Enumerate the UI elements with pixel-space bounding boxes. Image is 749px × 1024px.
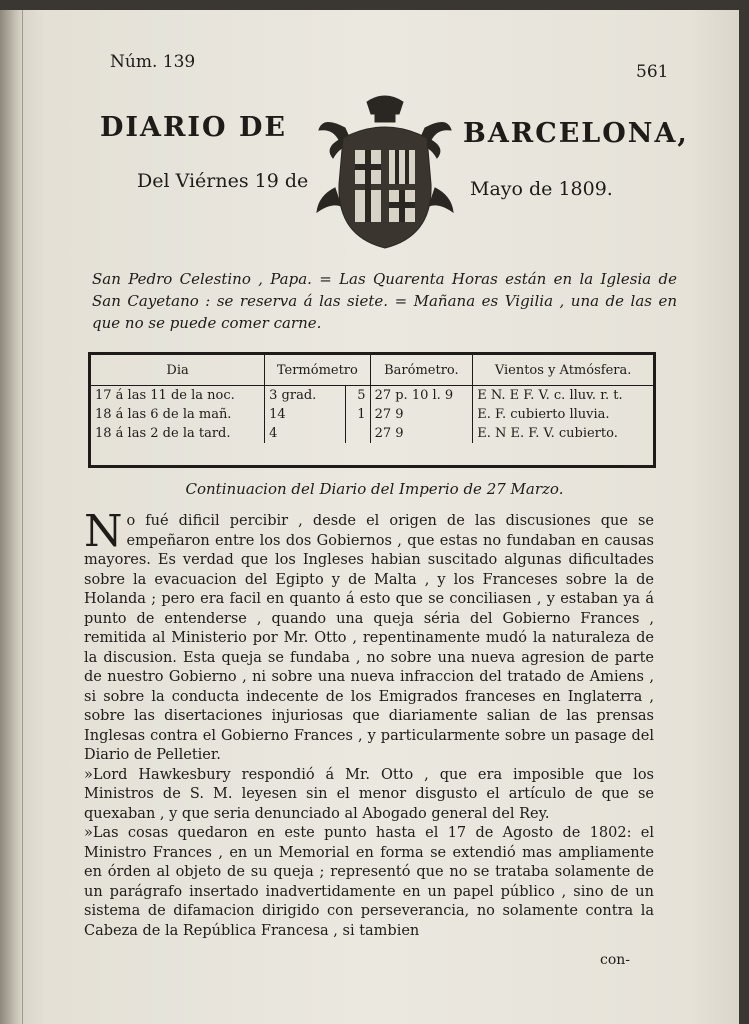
page-number: 561 <box>636 62 669 82</box>
weather-day: 17 á las 11 de la noc. <box>91 386 265 406</box>
weather-header-day: Dia <box>91 355 265 386</box>
weather-header-winds: Vientos y Atmósfera. <box>473 355 653 386</box>
weather-wind: E. N E. F. V. cubierto. <box>477 426 618 441</box>
date-right: Mayo de 1809. <box>470 178 613 200</box>
weather-barometer: 27 9 <box>370 424 473 443</box>
drop-cap: N <box>84 506 123 557</box>
weather-header-thermometer: Termómetro <box>265 355 370 386</box>
saints-notice: San Pedro Celestino , Papa. = Las Quarenta Horas están en la Iglesia de San Cayetano : se reserva á las siete. = Mañana es Vigilia , una de las en que no se puede comer carne. <box>92 270 677 332</box>
weather-wind: E N. E F. V. c. lluv. r. t. <box>477 388 623 403</box>
table-row <box>91 386 653 406</box>
table-row <box>91 424 653 443</box>
weather-degrees: 14 <box>265 405 346 424</box>
paragraph: »Lord Hawkesbury respondió á Mr. Otto , que era imposible que los Ministros de S. M. leyesen sin el menor disgusto el artículo de que se quexaban , y que seria denunciado al Abogado general del Rey. <box>84 766 654 822</box>
weather-day: 18 á las 2 de la tard. <box>91 424 265 443</box>
date-left: Del Viérnes 19 de <box>137 170 309 192</box>
paragraph: »Las cosas quedaron en este punto hasta el 17 de Agosto de 1802: el Ministro Frances , en un Memorial en forma se extendió mas ampliamente en órden al objeto de su queja ; representó que no se trataba solamente de un parágrafo insertado inadvertidamente en un papel público , sino de un sistema de difamacion dirigido con perseverancia, no solamente contra la Cabeza de la República Francesa , si tambien <box>84 825 654 939</box>
paragraph <box>84 506 654 766</box>
coat-of-arms-icon <box>305 88 465 258</box>
issue-number: Núm. 139 <box>110 52 196 72</box>
masthead-left: DIARIO DE <box>100 112 287 143</box>
weather-wind: E. F. cubierto lluvia. <box>477 407 610 422</box>
weather-table <box>88 352 656 468</box>
weather-fraction: 5 <box>345 386 370 406</box>
masthead-right: BARCELONA, <box>463 118 689 149</box>
book-spine <box>0 0 23 1024</box>
weather-degrees: 3 grad. <box>265 386 346 406</box>
weather-fraction: 1 <box>345 405 370 424</box>
table-row <box>91 405 653 424</box>
top-edge <box>0 0 749 10</box>
catchword: con- <box>600 952 631 968</box>
weather-header-barometer: Barómetro. <box>370 355 473 386</box>
weather-barometer: 27 9 <box>370 405 473 424</box>
paragraph-text: o fué dificil percibir , desde el origen de las discusiones que se empeñaron entre los dos Gobiernos , que estas no fundaban en causas mayores. Es verdad que los Ingleses habian suscitado algunas dificultades sobre la evacuacion del Egipto y de Malta , y los Franceses sobre la de Holanda ; pero era facil en quanto á esto que se conciliasen , y estaban ya á punto de entenderse , quando una queja séria del Gobierno Frances , remitida al Ministerio por Mr. Otto , repentinamente mudó la naturaleza de la discusion. Esta queja se fundaba , no sobre una nueva agresion de parte de nuestro Gobierno , ni sobre una nueva infraccion del tratado de Amiens , si sobre la conducta indecente de los Emigrados franceses en Inglaterra , sobre las disertaciones injuriosas que diariamente salian de las prensas Inglesas contra el Gobierno Frances , y particularmente sobre un pasage del Diario de Pelletier. <box>84 513 654 763</box>
article-subtitle: Continuacion del Diario del Imperio de 27 Marzo. <box>185 480 564 498</box>
weather-day: 18 á las 6 de la mañ. <box>91 405 265 424</box>
weather-barometer: 27 p. 10 l. 9 <box>370 386 473 406</box>
weather-degrees: 4 <box>265 424 346 443</box>
article-body <box>84 506 654 941</box>
weather-fraction <box>345 424 370 443</box>
right-edge <box>739 0 749 1024</box>
